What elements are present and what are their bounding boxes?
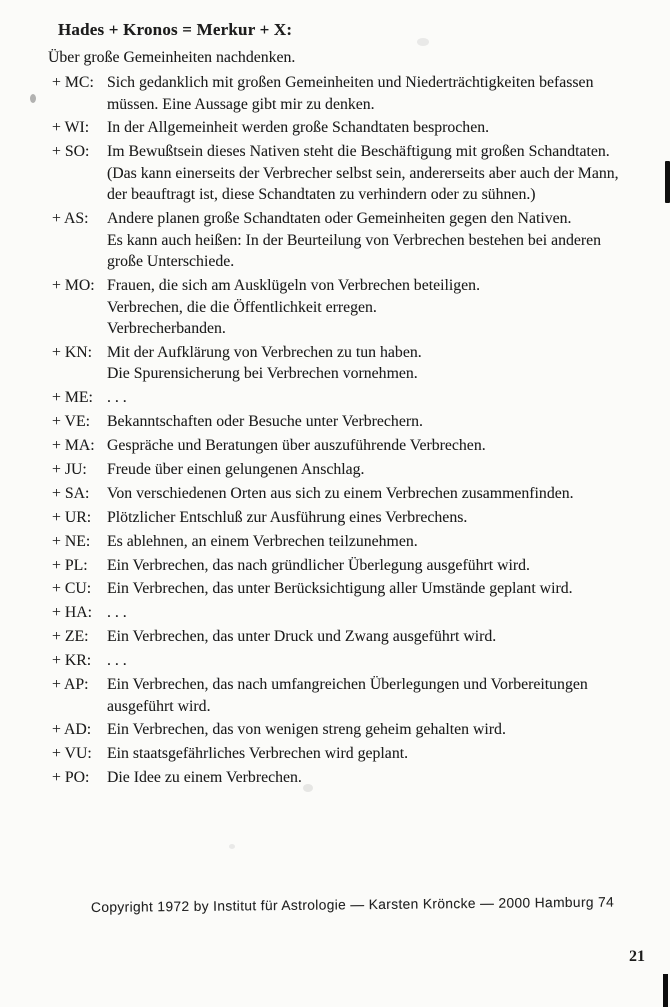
entry-row — [52, 719, 658, 741]
entry-line: Mit der Aufklärung von Verbrechen zu tun haben. — [107, 343, 422, 361]
entry-label: + ZE: — [52, 628, 89, 646]
entry-row — [52, 531, 658, 553]
entry-line: Ein Verbrechen, das von wenigen streng geheim gehalten wird. — [107, 721, 506, 739]
scan-artifact-blob-left — [30, 94, 36, 103]
entry-line: müssen. Eine Aussage gibt mir zu denken. — [107, 95, 375, 113]
entry-line: Ein staatsgefährliches Verbrechen wird geplant. — [107, 745, 409, 763]
entry-label: + VE: — [52, 413, 91, 431]
entry-text — [107, 719, 658, 741]
entry-label: + VU: — [52, 745, 92, 763]
entry-row — [52, 72, 658, 115]
entry-text — [107, 387, 658, 409]
entry-row — [52, 743, 658, 765]
entry-label: + MO: — [52, 277, 95, 295]
scan-artifact-bar-bottom-right — [663, 974, 668, 1007]
entry-text — [107, 578, 658, 600]
entry-text — [107, 141, 658, 206]
entry-label: + WI: — [52, 119, 90, 137]
entry-line: Plötzlicher Entschluß zur Ausführung eines Verbrechens. — [107, 508, 468, 526]
entry-text — [107, 483, 658, 505]
entry-line: Bekanntschaften oder Besuche unter Verbrechern. — [107, 413, 423, 431]
entry-row — [52, 650, 658, 672]
entry-text — [107, 602, 658, 624]
entry-line: Von verschiedenen Orten aus sich zu einem Verbrechen zusammenfinden. — [107, 484, 574, 502]
entry-row — [52, 411, 658, 433]
entry-label: + ME: — [52, 389, 93, 407]
entry-line: Andere planen große Schandtaten oder Gemeinheiten gegen den Nativen. — [107, 210, 572, 228]
entry-row — [52, 459, 658, 481]
entry-row — [52, 578, 658, 600]
entry-label: + NE: — [52, 532, 91, 550]
entry-line: In der Allgemeinheit werden große Schandtaten besprochen. — [107, 119, 490, 137]
entry-label: + MC: — [52, 74, 94, 91]
entry-label: + MA: — [52, 437, 95, 455]
entry-line: . . . — [107, 604, 127, 622]
entry-row — [52, 435, 658, 457]
intro-line: Über große Gemeinheiten nachdenken. — [48, 49, 296, 66]
entry-line: große Unterschiede. — [107, 253, 235, 271]
entry-label: + SA: — [52, 484, 90, 502]
entry-text — [107, 674, 658, 717]
scan-artifact-bar-right — [665, 161, 670, 203]
entry-row — [52, 275, 658, 340]
entry-text — [107, 743, 658, 765]
entry-line: ausgeführt wird. — [107, 697, 211, 715]
entry-line: Freude über einen gelungenen Anschlag. — [107, 461, 365, 479]
entry-text — [107, 531, 658, 553]
entry-label: + PL: — [52, 556, 88, 574]
entry-text — [107, 767, 658, 789]
entry-row — [52, 767, 658, 789]
entry-row — [52, 208, 658, 273]
entry-line: Es ablehnen, an einem Verbrechen teilzunehmen. — [107, 532, 418, 550]
entry-text — [107, 275, 658, 340]
entry-text — [107, 117, 658, 139]
entry-label: + SO: — [52, 143, 90, 161]
entry-row — [52, 141, 658, 206]
entry-text — [107, 208, 658, 273]
entry-line: Ein Verbrechen, das unter Druck und Zwang ausgeführt wird. — [107, 628, 497, 646]
entry-row — [52, 117, 658, 139]
entry-label: + HA: — [52, 604, 93, 622]
entry-label: + AS: — [52, 210, 89, 228]
entry-line: Frauen, die sich am Ausklügeln von Verbrechen beteiligen. — [107, 277, 481, 295]
entry-label: + KR: — [52, 652, 92, 670]
page-number: 21 — [629, 948, 645, 965]
entry-line: Ein Verbrechen, das nach umfangreichen Überlegungen und Vorbereitungen — [107, 676, 588, 694]
entry-line: Es kann auch heißen: In der Beurteilung von Verbrechen bestehen bei anderen — [107, 231, 602, 249]
entry-text — [107, 507, 658, 529]
entry-label: + PO: — [52, 769, 90, 787]
scan-artifact-speck — [417, 38, 429, 46]
entry-text — [107, 626, 658, 648]
entry-line: Verbrechen, die die Öffentlichkeit erregen. — [107, 298, 377, 316]
entry-label: + AD: — [52, 721, 92, 739]
entry-line: Die Spurensicherung bei Verbrechen vornehmen. — [107, 365, 418, 383]
entry-row — [52, 674, 658, 717]
entry-line: Gespräche und Beratungen über auszuführende Verbrechen. — [107, 437, 486, 455]
entry-line: . . . — [107, 389, 127, 407]
entry-row — [52, 483, 658, 505]
entry-line: der beauftragt ist, diese Schandtaten zu verhindern oder zu sühnen.) — [107, 186, 536, 204]
entry-line: Ein Verbrechen, das unter Berücksichtigung aller Umstände geplant wird. — [107, 580, 573, 598]
entry-text — [107, 72, 658, 115]
entry-label: + CU: — [52, 580, 92, 598]
entry-label: + JU: — [52, 461, 87, 479]
entry-text — [107, 435, 658, 457]
entry-label: + AP: — [52, 676, 89, 694]
scan-artifact-speck — [229, 844, 235, 849]
entry-row — [52, 387, 658, 409]
entry-line: Verbrecherbanden. — [107, 320, 226, 338]
entry-line: (Das kann einerseits der Verbrecher selbst sein, andererseits aber auch der Mann, — [107, 164, 619, 182]
entry-row — [52, 342, 658, 385]
page-title: Hades + Kronos = Merkur + X: — [58, 20, 293, 39]
entry-line: Im Bewußtsein dieses Nativen steht die Beschäftigung mit großen Schandtaten. — [107, 143, 610, 161]
entry-text — [107, 342, 658, 385]
entry-text — [107, 555, 658, 577]
entry-line: . . . — [107, 652, 127, 670]
entry-line: Die Idee zu einem Verbrechen. — [107, 769, 302, 787]
entry-row — [52, 555, 658, 577]
entry-label: + KN: — [52, 343, 93, 361]
entry-line: Sich gedanklich mit großen Gemeinheiten und Niederträchtigkeiten befassen — [107, 74, 594, 91]
entry-label: + UR: — [52, 508, 92, 526]
entry-row — [52, 507, 658, 529]
entry-text — [107, 459, 658, 481]
entry-text — [107, 411, 658, 433]
entry-row — [52, 602, 658, 624]
entries-list — [52, 72, 658, 791]
entry-text — [107, 650, 658, 672]
entry-row — [52, 626, 658, 648]
copyright-line: Copyright 1972 by Institut für Astrologie — Karsten Kröncke — 2000 Hamburg 74 — [90, 894, 615, 915]
entry-line: Ein Verbrechen, das nach gründlicher Überlegung ausgeführt wird. — [107, 556, 531, 574]
